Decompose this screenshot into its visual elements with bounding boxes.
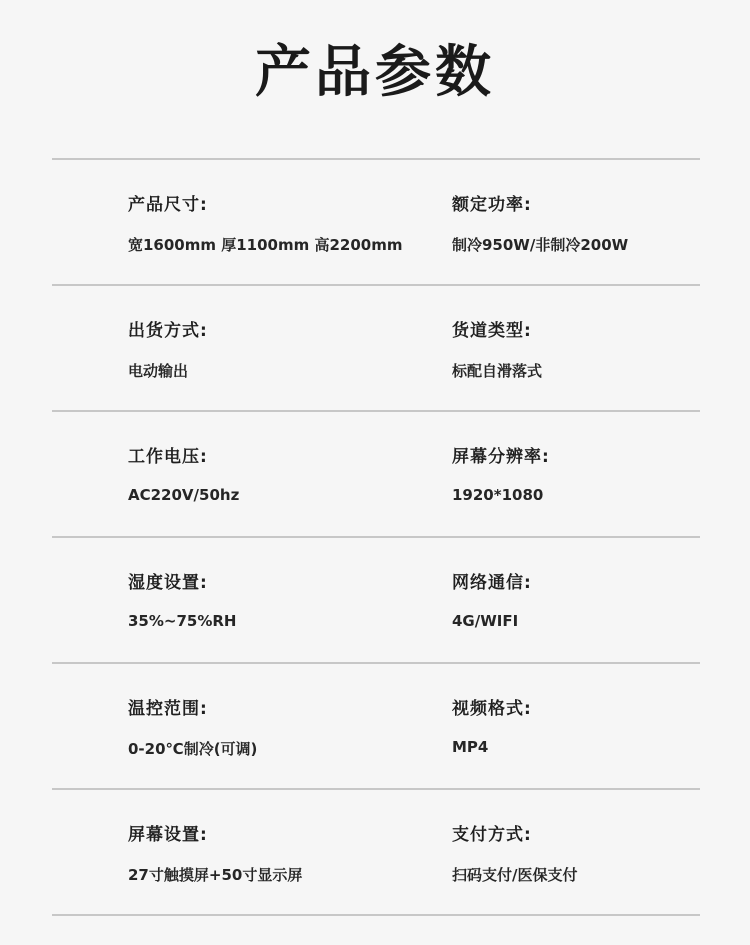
spec-label: 支付方式: xyxy=(452,825,532,845)
spec-label: 网络通信: xyxy=(452,573,532,593)
spec-value: 1920*1080 xyxy=(452,486,544,504)
spec-row-dispense-channel xyxy=(52,286,700,412)
spec-label: 产品尺寸: xyxy=(128,195,208,215)
spec-item-size xyxy=(128,160,428,284)
spec-value: 制冷950W/非制冷200W xyxy=(452,236,629,254)
spec-row-voltage-resolution xyxy=(52,412,700,538)
spec-value: 宽1600mm 厚1100mm 高2200mm xyxy=(128,236,403,254)
spec-value: 电动输出 xyxy=(128,362,189,380)
spec-item-voltage xyxy=(128,412,428,536)
spec-item-channel-type xyxy=(452,286,692,410)
spec-value: 27寸触摸屏+50寸显示屏 xyxy=(128,866,303,884)
spec-label: 湿度设置: xyxy=(128,573,208,593)
page-title: 产品参数 xyxy=(255,40,495,105)
spec-value: 4G/WIFI xyxy=(452,612,519,630)
spec-row-size-power xyxy=(52,160,700,286)
spec-value: 0-20℃制冷(可调) xyxy=(128,740,258,758)
spec-label: 工作电压: xyxy=(128,447,208,467)
spec-item-screen xyxy=(128,790,428,914)
spec-value: 35%~75%RH xyxy=(128,612,237,630)
spec-item-video-format xyxy=(452,664,692,788)
spec-row-humidity-network xyxy=(52,538,700,664)
spec-value: 扫码支付/医保支付 xyxy=(452,866,578,884)
spec-item-humidity xyxy=(128,538,428,662)
spec-value: AC220V/50hz xyxy=(128,486,240,504)
spec-value: MP4 xyxy=(452,738,489,756)
spec-row-screen-payment xyxy=(52,790,700,916)
spec-item-temperature xyxy=(128,664,428,788)
spec-label: 视频格式: xyxy=(452,699,532,719)
spec-item-dispense-method xyxy=(128,286,428,410)
spec-item-power xyxy=(452,160,692,284)
spec-label: 额定功率: xyxy=(452,195,532,215)
spec-label: 出货方式: xyxy=(128,321,208,341)
spec-label: 屏幕设置: xyxy=(128,825,208,845)
spec-table xyxy=(52,158,700,916)
spec-row-temperature-video xyxy=(52,664,700,790)
spec-item-resolution xyxy=(452,412,692,536)
spec-label: 货道类型: xyxy=(452,321,532,341)
spec-item-payment xyxy=(452,790,692,914)
spec-value: 标配自滑落式 xyxy=(452,362,543,380)
spec-label: 屏幕分辨率: xyxy=(452,447,550,467)
spec-label: 温控范围: xyxy=(128,699,208,719)
spec-item-network xyxy=(452,538,692,662)
